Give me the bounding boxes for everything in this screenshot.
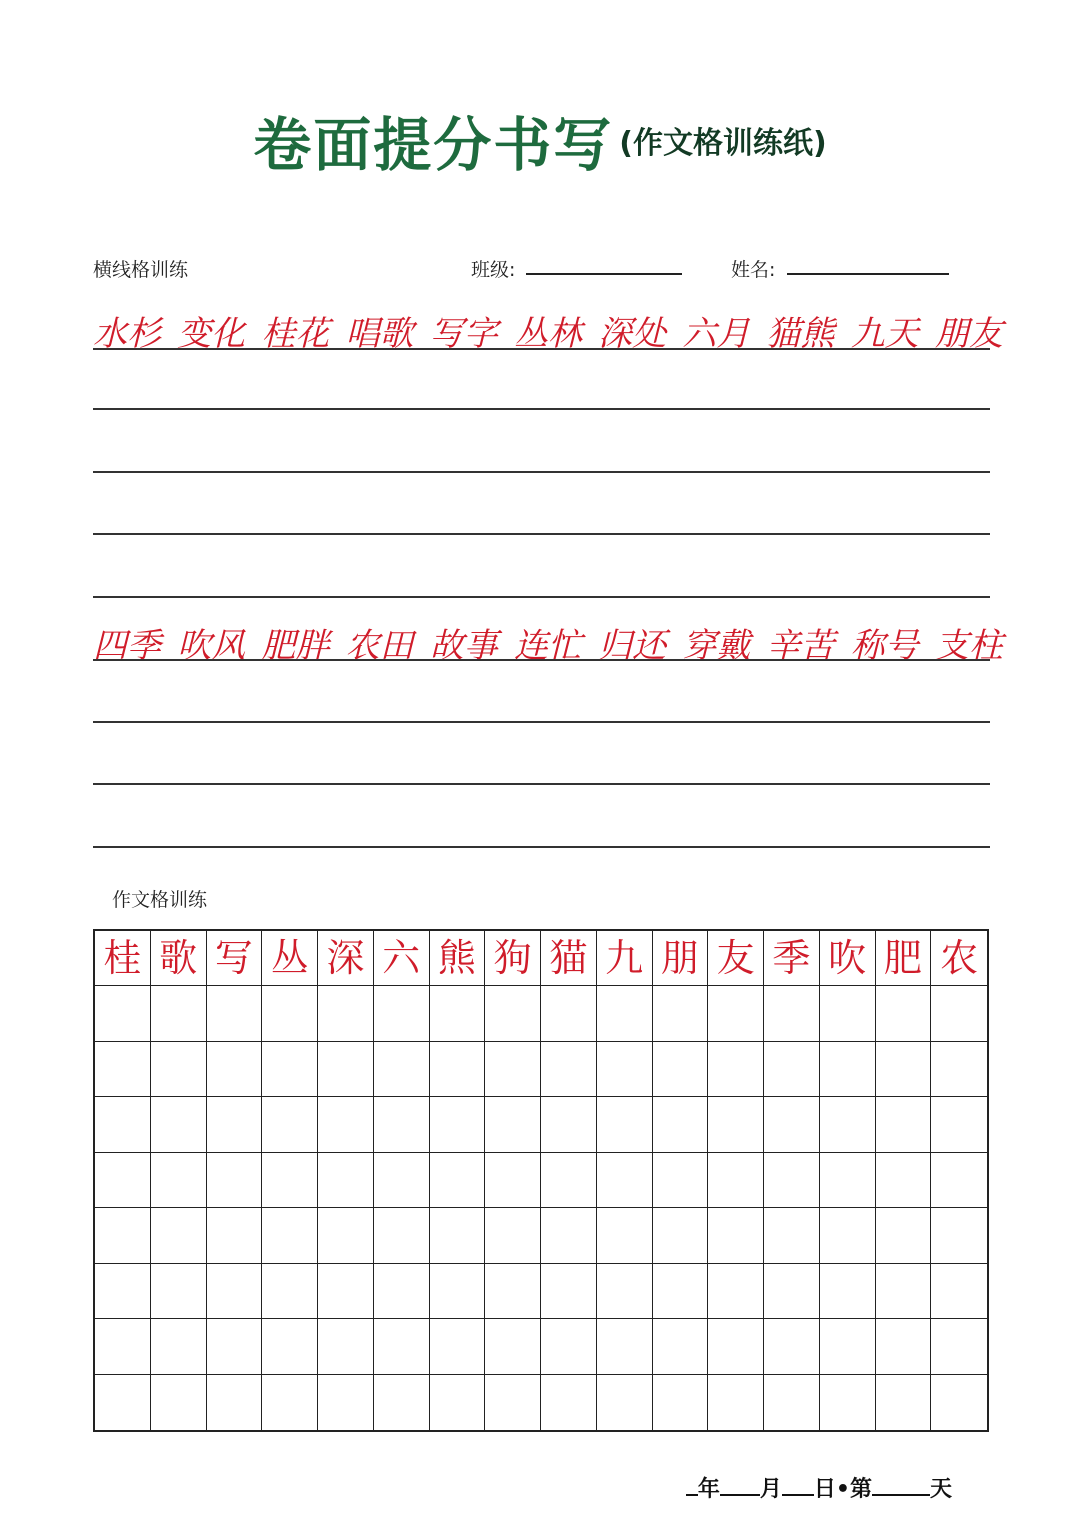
grid-cell[interactable] — [541, 1153, 597, 1208]
grid-cell[interactable] — [262, 1208, 318, 1263]
grid-cell[interactable] — [764, 1042, 820, 1097]
grid-cell[interactable] — [653, 1208, 709, 1263]
handwritten-word: 水杉 — [93, 314, 161, 354]
grid-cell[interactable] — [430, 1319, 486, 1374]
year-blank[interactable] — [686, 1476, 698, 1496]
grid-cell: 朋 — [653, 931, 709, 986]
grid-cell[interactable] — [597, 1264, 653, 1319]
grid-cell: 丛 — [262, 931, 318, 986]
grid-cell[interactable] — [541, 1319, 597, 1374]
grid-cell[interactable] — [151, 1097, 207, 1152]
grid-cell[interactable] — [262, 1097, 318, 1152]
handwritten-word: 四季 — [93, 626, 161, 666]
handwritten-word: 变化 — [177, 314, 246, 354]
handwritten-word: 丛林 — [513, 314, 582, 354]
grid-cell[interactable] — [318, 986, 374, 1041]
writing-line[interactable] — [93, 721, 990, 723]
handwritten-word: 辛苦 — [766, 626, 835, 666]
grid-cell[interactable] — [430, 1097, 486, 1152]
grid-cell[interactable] — [541, 986, 597, 1041]
grid-cell[interactable] — [708, 1319, 764, 1374]
grid-cell[interactable] — [207, 1208, 263, 1263]
grid-cell[interactable] — [151, 1153, 207, 1208]
grid-cell[interactable] — [374, 1153, 430, 1208]
grid-cell: 农 — [931, 931, 987, 986]
grid-cell[interactable] — [708, 986, 764, 1041]
handwritten-word: 连忙 — [513, 626, 582, 666]
grid-cell[interactable] — [876, 1319, 932, 1374]
grid-cell[interactable] — [374, 1264, 430, 1319]
writing-line[interactable] — [93, 408, 990, 410]
grid-cell[interactable] — [876, 1375, 932, 1430]
writing-line[interactable] — [93, 471, 990, 473]
grid-cell[interactable] — [262, 1375, 318, 1430]
handwritten-word: 写字 — [429, 314, 498, 354]
grid-cell: 肥 — [876, 931, 932, 986]
grid-cell[interactable] — [708, 1097, 764, 1152]
handwritten-word: 猫熊 — [766, 314, 835, 354]
handwritten-word: 桂花 — [261, 314, 330, 354]
grid-cell[interactable] — [374, 986, 430, 1041]
grid-cell[interactable] — [597, 1153, 653, 1208]
handwritten-word: 称号 — [850, 626, 919, 666]
grid-cell[interactable] — [318, 1319, 374, 1374]
grid-cell[interactable] — [931, 1042, 987, 1097]
grid-cell[interactable] — [318, 1097, 374, 1152]
handwritten-word: 朋友 — [934, 314, 1003, 354]
handwritten-word: 唱歌 — [345, 314, 414, 354]
grid-cell[interactable] — [262, 986, 318, 1041]
grid-cell[interactable] — [931, 1208, 987, 1263]
grid-cell[interactable] — [485, 1153, 541, 1208]
grid-cell[interactable] — [541, 1264, 597, 1319]
grid-cell: 深 — [318, 931, 374, 986]
grid-cell[interactable] — [820, 986, 876, 1041]
day-label: 日 — [813, 1477, 836, 1502]
name-label: 姓名: — [731, 259, 776, 281]
handwritten-word: 六月 — [682, 314, 751, 354]
grid-cell[interactable] — [207, 1375, 263, 1430]
grid-cell[interactable] — [931, 1264, 987, 1319]
grid-cell[interactable] — [262, 1264, 318, 1319]
grid-cell[interactable] — [876, 1153, 932, 1208]
grid-cell[interactable] — [764, 1264, 820, 1319]
grid-cell[interactable] — [95, 1319, 151, 1374]
grid-cell: 写 — [207, 931, 263, 986]
grid-cell[interactable] — [374, 1375, 430, 1430]
class-field[interactable] — [526, 273, 682, 275]
grid-cell[interactable] — [541, 1042, 597, 1097]
title-subtitle: (作文格训练纸) — [619, 126, 827, 161]
grid-cell[interactable] — [485, 1097, 541, 1152]
writing-line[interactable] — [93, 783, 990, 785]
month-blank[interactable] — [720, 1476, 760, 1496]
grid-cell[interactable] — [708, 1264, 764, 1319]
grid-cell[interactable] — [820, 1042, 876, 1097]
grid-cell[interactable] — [207, 1319, 263, 1374]
grid-cell: 六 — [374, 931, 430, 986]
grid-cell[interactable] — [374, 1208, 430, 1263]
grid-cell[interactable] — [876, 986, 932, 1041]
grid-cell[interactable] — [541, 1375, 597, 1430]
writing-line[interactable] — [93, 596, 990, 598]
handwritten-word: 支柱 — [934, 626, 1003, 666]
grid-cell[interactable] — [485, 1319, 541, 1374]
grid-cell[interactable] — [653, 986, 709, 1041]
grid-cell[interactable] — [764, 1319, 820, 1374]
grid-cell[interactable] — [262, 1319, 318, 1374]
grid-cell[interactable] — [95, 1264, 151, 1319]
handwritten-word: 穿戴 — [682, 626, 751, 666]
grid-cell[interactable] — [95, 1208, 151, 1263]
grid-cell[interactable] — [151, 1264, 207, 1319]
grid-cell[interactable] — [207, 1097, 263, 1152]
grid-cell[interactable] — [653, 1153, 709, 1208]
grid-cell[interactable] — [764, 986, 820, 1041]
grid-cell[interactable] — [653, 1097, 709, 1152]
grid-cell[interactable] — [318, 1264, 374, 1319]
grid-cell[interactable] — [597, 1208, 653, 1263]
grid-cell[interactable] — [708, 1208, 764, 1263]
composition-grid — [93, 929, 989, 1432]
grid-cell[interactable] — [430, 1042, 486, 1097]
class-label: 班级: — [471, 259, 516, 281]
writing-line — [93, 348, 990, 350]
handwritten-word: 农田 — [345, 626, 414, 666]
grid-cell[interactable] — [95, 1097, 151, 1152]
grid-cell: 友 — [708, 931, 764, 986]
day-blank[interactable] — [782, 1476, 814, 1496]
handwritten-word: 九天 — [850, 314, 919, 354]
grid-cell[interactable] — [430, 1153, 486, 1208]
grid-cell[interactable] — [764, 1375, 820, 1430]
grid-cell[interactable] — [820, 1375, 876, 1430]
grid-cell: 桂 — [95, 931, 151, 986]
grid-cell[interactable] — [820, 1264, 876, 1319]
writing-line — [93, 659, 990, 661]
grid-cell[interactable] — [374, 1097, 430, 1152]
grid-cell[interactable] — [708, 1153, 764, 1208]
title-main: 卷面提分书写 — [253, 111, 614, 179]
grid-cell[interactable] — [318, 1042, 374, 1097]
grid-cell[interactable] — [430, 1264, 486, 1319]
page-title — [0, 98, 1080, 182]
month-label: 月 — [759, 1477, 782, 1502]
grid-cell[interactable] — [541, 1208, 597, 1263]
grid-cell[interactable] — [151, 1208, 207, 1263]
grid-cell[interactable] — [262, 1153, 318, 1208]
grid-cell[interactable] — [485, 1264, 541, 1319]
grid-cell[interactable] — [430, 1208, 486, 1263]
grid-cell: 狗 — [485, 931, 541, 986]
section-grid-label: 作文格训练 — [112, 889, 208, 911]
grid-cell[interactable] — [207, 986, 263, 1041]
name-field[interactable] — [787, 273, 949, 275]
grid-cell[interactable] — [95, 986, 151, 1041]
grid-cell[interactable] — [151, 1319, 207, 1374]
grid-cell[interactable] — [485, 1375, 541, 1430]
handwritten-word: 归还 — [598, 626, 667, 666]
dot-separator: • — [835, 1477, 850, 1502]
grid-cell: 猫 — [541, 931, 597, 986]
grid-cell[interactable] — [207, 1153, 263, 1208]
grid-cell[interactable] — [95, 1042, 151, 1097]
grid-cell[interactable] — [876, 1264, 932, 1319]
grid-cell[interactable] — [597, 986, 653, 1041]
grid-cell[interactable] — [764, 1097, 820, 1152]
grid-cell: 季 — [764, 931, 820, 986]
grid-cell: 九 — [597, 931, 653, 986]
grid-cell[interactable] — [485, 1208, 541, 1263]
grid-cell[interactable] — [931, 1153, 987, 1208]
year-label: 年 — [697, 1477, 720, 1502]
grid-cell[interactable] — [207, 1264, 263, 1319]
grid-cell[interactable] — [597, 1319, 653, 1374]
grid-cell[interactable] — [708, 1375, 764, 1430]
date-footer — [686, 1472, 952, 1503]
handwritten-word: 吹风 — [177, 626, 246, 666]
grid-cell[interactable] — [597, 1042, 653, 1097]
grid-cell[interactable] — [876, 1097, 932, 1152]
grid-cell[interactable] — [374, 1042, 430, 1097]
grid-cell[interactable] — [931, 1097, 987, 1152]
grid-cell[interactable] — [541, 1097, 597, 1152]
grid-cell[interactable] — [95, 1153, 151, 1208]
grid-cell[interactable] — [820, 1319, 876, 1374]
section-lined-label: 横线格训练 — [93, 259, 189, 281]
grid-cell[interactable] — [151, 986, 207, 1041]
grid-cell[interactable] — [931, 1319, 987, 1374]
grid-cell[interactable] — [653, 1042, 709, 1097]
grid-cell[interactable] — [262, 1042, 318, 1097]
nth-label: 第 — [849, 1477, 872, 1502]
day-count-blank[interactable] — [872, 1476, 930, 1496]
grid-cell[interactable] — [597, 1097, 653, 1152]
grid-cell[interactable] — [764, 1153, 820, 1208]
grid-cell[interactable] — [318, 1153, 374, 1208]
grid-cell[interactable] — [931, 1375, 987, 1430]
grid-cell: 熊 — [430, 931, 486, 986]
grid-cell[interactable] — [653, 1319, 709, 1374]
grid-cell: 歌 — [151, 931, 207, 986]
grid-cell[interactable] — [820, 1097, 876, 1152]
grid-cell[interactable] — [151, 1375, 207, 1430]
grid-cell[interactable] — [876, 1042, 932, 1097]
handwritten-word: 肥胖 — [261, 626, 330, 666]
writing-line[interactable] — [93, 533, 990, 535]
grid-cell[interactable] — [318, 1375, 374, 1430]
grid-cell[interactable] — [318, 1208, 374, 1263]
grid-cell[interactable] — [820, 1153, 876, 1208]
grid-cell[interactable] — [653, 1264, 709, 1319]
grid-cell[interactable] — [151, 1042, 207, 1097]
grid-cell: 吹 — [820, 931, 876, 986]
grid-cell[interactable] — [931, 986, 987, 1041]
grid-cell[interactable] — [876, 1208, 932, 1263]
grid-cell[interactable] — [430, 1375, 486, 1430]
grid-cell[interactable] — [708, 1042, 764, 1097]
handwritten-word: 故事 — [429, 626, 498, 666]
grid-cell[interactable] — [374, 1319, 430, 1374]
handwritten-word: 深处 — [598, 314, 667, 354]
grid-cell[interactable] — [430, 986, 486, 1041]
tian-label: 天 — [929, 1477, 952, 1502]
grid-cell[interactable] — [653, 1375, 709, 1430]
grid-cell[interactable] — [95, 1375, 151, 1430]
grid-cell[interactable] — [820, 1208, 876, 1263]
grid-cell[interactable] — [207, 1042, 263, 1097]
writing-line[interactable] — [93, 846, 990, 848]
grid-cell[interactable] — [764, 1208, 820, 1263]
grid-cell[interactable] — [485, 1042, 541, 1097]
grid-cell[interactable] — [597, 1375, 653, 1430]
grid-cell[interactable] — [485, 986, 541, 1041]
